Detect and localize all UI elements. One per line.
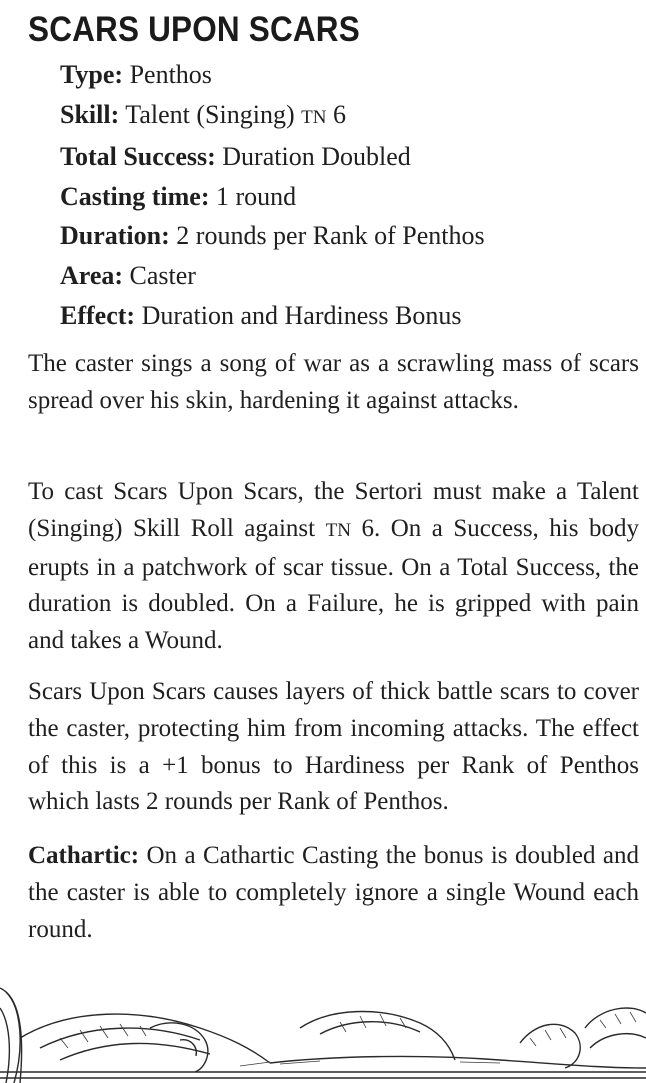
stat-duration — [60, 216, 640, 256]
cathartic-label: Cathartic: — [28, 842, 140, 869]
decorative-border-illustration — [0, 968, 646, 1083]
stat-label: Casting time: — [60, 181, 210, 211]
spell-stat-block — [60, 55, 640, 335]
stat-value: Duration Doubled — [222, 142, 411, 172]
cathartic-text: On a Cathartic Casting the bonus is doubled and the caster is able to completely ignore a single Wound each round. — [28, 842, 639, 943]
stat-value: 1 round — [215, 181, 297, 211]
stat-value: Penthos — [129, 60, 212, 89]
stat-total-success — [60, 137, 640, 177]
casting-text: 6. On a Success, his body erupts in a patchwork of scar tissue. On a Total Success, the duration is doubled. On a Failure, he is gripped with pain and takes a Wound. — [28, 514, 639, 655]
tn-abbrev: TN — [325, 519, 351, 541]
stat-value: 2 rounds per Rank of Penthos — [176, 221, 485, 251]
stat-skill — [60, 95, 640, 138]
stat-type — [60, 55, 640, 95]
casting-paragraph — [28, 474, 639, 660]
stat-label: Area: — [60, 260, 124, 290]
intro-paragraph: The caster sings a song of war as a scrawling mass of scars spread over his skin, hardening it against attacks. — [28, 350, 639, 414]
stat-label: Skill: — [60, 99, 120, 129]
stat-value: Talent (Singing) — [125, 99, 295, 129]
stat-label: Effect: — [60, 300, 136, 330]
stat-label: Total Success: — [60, 142, 216, 172]
stat-label: Duration: — [60, 221, 170, 251]
spell-title: SCARS UPON SCARS — [28, 10, 360, 49]
stat-effect — [60, 296, 640, 336]
tn-abbrev: TN — [301, 106, 327, 128]
stat-casting-time — [60, 177, 640, 217]
casting-text: To cast Scars Upon Scars, the Sertori must make a Talent (Singing) Skill Roll against — [28, 478, 639, 542]
cathartic-paragraph — [28, 838, 639, 948]
tn-value: 6 — [332, 99, 346, 129]
stat-value: Duration and Hardiness Bonus — [141, 300, 462, 330]
stat-value: Caster — [129, 260, 196, 290]
effect-paragraph: Scars Upon Scars causes layers of thick battle scars to cover the caster, protecting him from incoming attacks. The effect of this is a +1 bonus to Hardiness per Rank of Penthos which lasts 2 rounds per Rank of Penthos. — [28, 678, 639, 816]
stat-area — [60, 256, 640, 296]
stat-label: Type: — [60, 60, 124, 89]
